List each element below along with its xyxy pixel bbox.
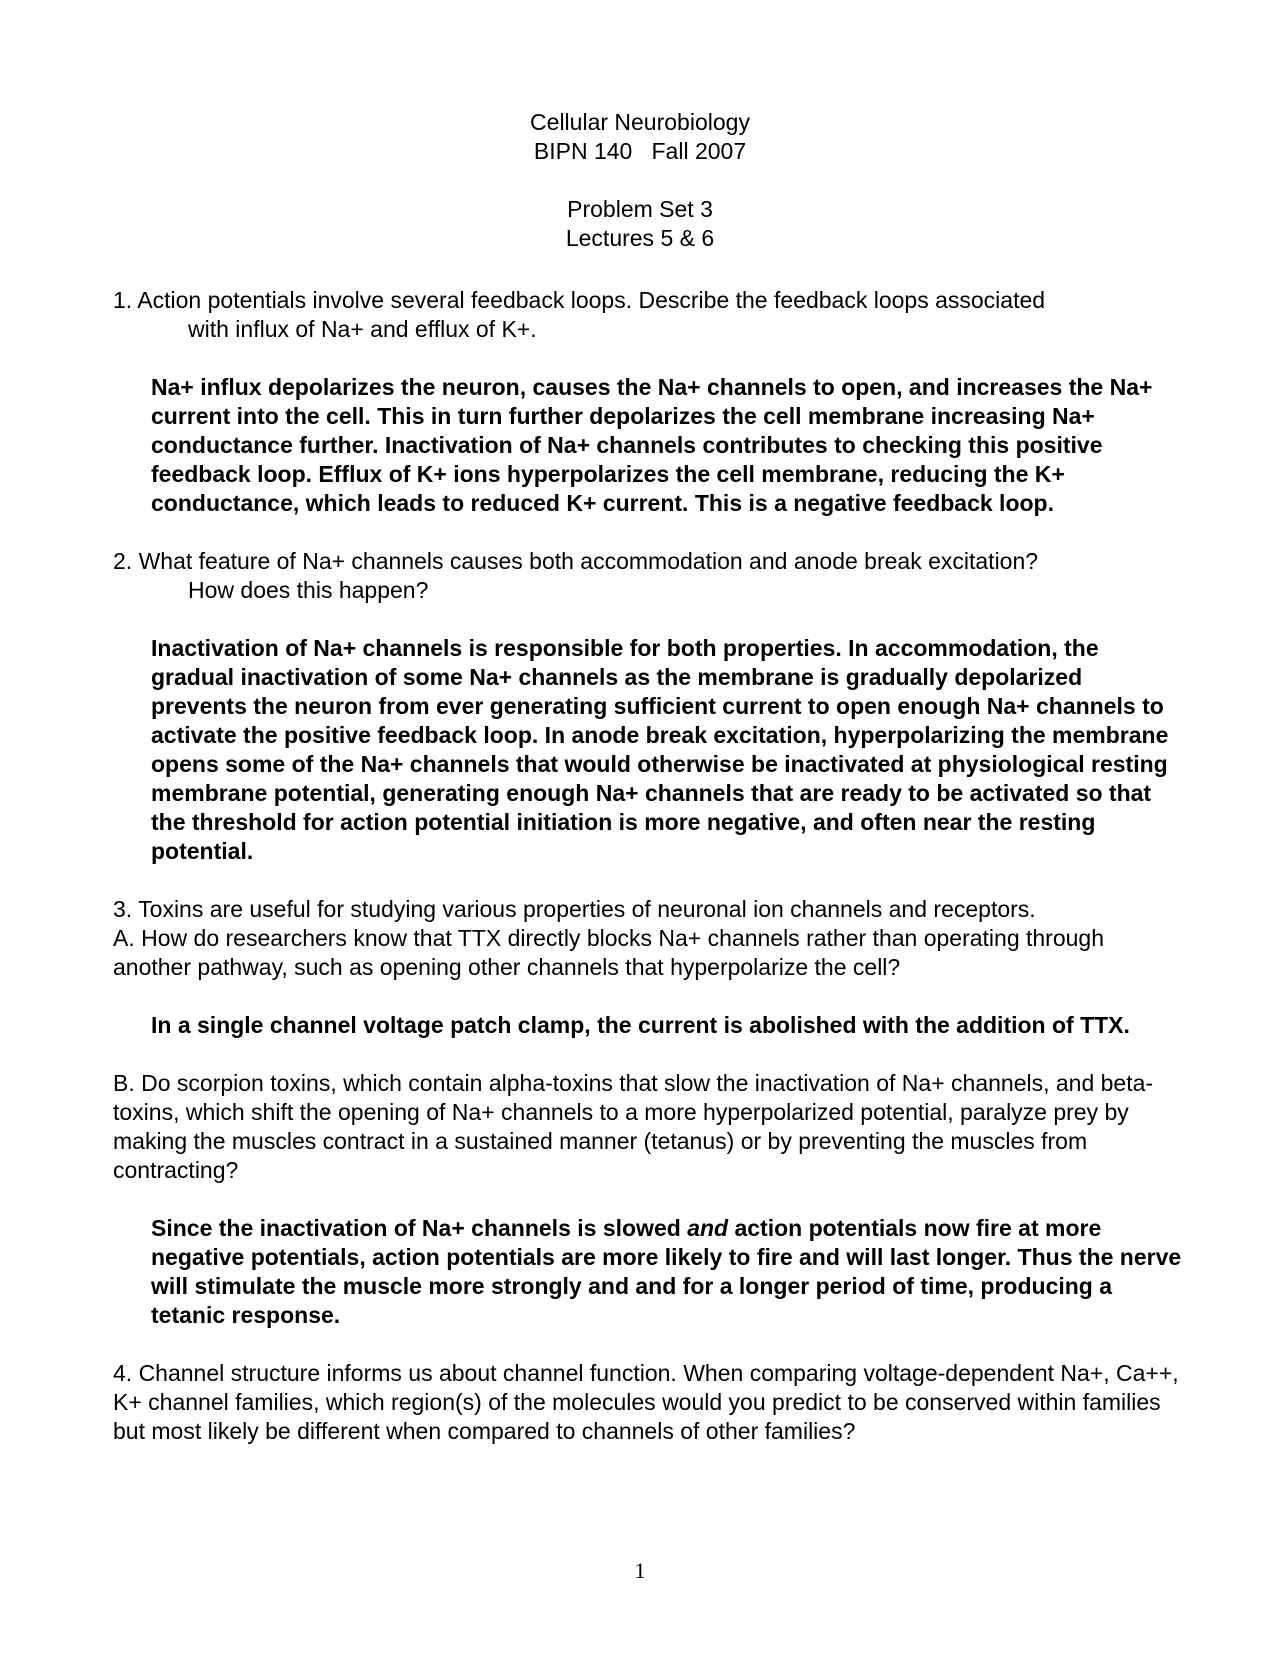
question-2 <box>113 547 1183 605</box>
question-4: 4. Channel structure informs us about channel function. When comparing voltage-dependent Na+, Ca++, K+ channel families, which region(s) of the molecules would you predict to be conserved within families but most likely be different when compared to channels of other families? <box>113 1360 1179 1444</box>
answer-3b <box>113 1214 1183 1330</box>
answer-1: Na+ influx depolarizes the neuron, causes the Na+ channels to open, and increases the Na+ current into the cell. This in turn further depolarizes the cell membrane increasing Na+ conductance further. Inactivation of Na+ channels contributes to checking this positive feedback loop. Efflux of K+ ions hyperpolarizes the cell membrane, reducing the K+ conductance, which leads to reduced K+ current. This is a negative feedback loop. <box>151 374 1153 516</box>
question-3b: B. Do scorpion toxins, which contain alpha-toxins that slow the inactivation of Na+ channels, and beta-toxins, which shift the opening of Na+ channels to a more hyperpolarized potential, paralyze prey by making the muscles contract in a sustained manner (tetanus) or by preventing the muscles from contracting? <box>113 1070 1154 1183</box>
answer-3b-start: Since the inactivation of Na+ channels is slowed <box>151 1215 688 1241</box>
question-2-line1: 2. What feature of Na+ channels causes both accommodation and anode break excitation? <box>113 548 1039 574</box>
page-number: 1 <box>634 1558 646 1583</box>
answer-3b-end: action potentials now fire at more negative potentials, action potentials are more likely to fire and will last longer. Thus the nerve will stimulate the muscle more strongly and and for a longer period of time, producing a tetanic response. <box>151 1215 1182 1328</box>
problem-set-title: Problem Set 3 <box>567 196 713 222</box>
problem-set-body <box>113 286 1183 1446</box>
answer-2: Inactivation of Na+ channels is responsible for both properties. In accommodation, the gradual inactivation of some Na+ channels as the membrane is gradually depolarized prevents the neuron from ever generating sufficient current to open enough Na+ channels to activate the positive feedback loop. In anode break excitation, hyperpolarizing the membrane opens some of the Na+ channels that would otherwise be inactivated at physiological resting membrane potential, generating enough Na+ channels that are ready to be activated so that the threshold for action potential initiation is more negative, and often near the resting potential. <box>151 635 1169 864</box>
lectures-label: Lectures 5 & 6 <box>565 225 715 251</box>
question-1 <box>113 286 1183 344</box>
question-3a: A. How do researchers know that TTX directly blocks Na+ channels rather than operating through another pathway, such as opening other channels that hyperpolarize the cell? <box>113 925 1105 980</box>
question-1-line1: 1. Action potentials involve several feedback loops. Describe the feedback loops associated <box>113 287 1046 313</box>
answer-3b-emphasis: and <box>687 1215 729 1241</box>
question-1-line2: with influx of Na+ and efflux of K+. <box>188 316 537 342</box>
course-title: Cellular Neurobiology <box>530 109 750 135</box>
answer-3a: In a single channel voltage patch clamp, the current is abolished with the addition of TTX. <box>151 1012 1130 1038</box>
course-code: BIPN 140 Fall 2007 <box>533 138 747 164</box>
question-2-line2: How does this happen? <box>188 577 429 603</box>
question-3-intro: 3. Toxins are useful for studying various properties of neuronal ion channels and receptors. <box>113 896 1036 922</box>
